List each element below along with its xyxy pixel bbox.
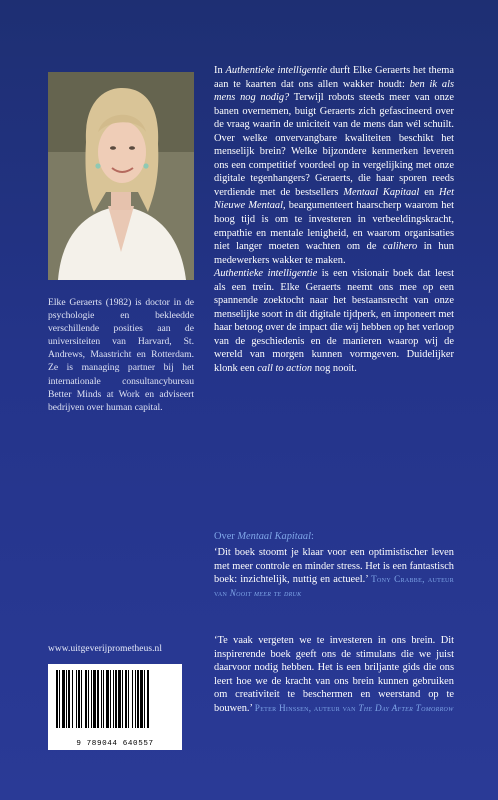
barcode-bar bbox=[122, 670, 123, 728]
barcode-bar bbox=[144, 670, 145, 728]
barcode-bar bbox=[62, 670, 65, 728]
barcode-bar bbox=[72, 670, 73, 728]
barcode-bar bbox=[93, 670, 96, 728]
barcode-bar bbox=[137, 670, 139, 728]
blurb-paragraph-1: In Authentieke intelligentie durft Elke Geraerts het thema aan te kaarten dat ons allen wakker houdt: ben ik als mens nog nodig? Terwijl robots steeds meer van onze banen overnemen, buigt Geraerts zich gefascineerd over de vraag waarin de uniciteit van de mens dan wél schuilt. Over welke onvervangbare kwaliteiten beschikt het menselijk brein? Welke bijzondere kenmerken leveren ons een competitief voordeel op in vergelijking met onze digitale tegenhangers? Geraerts, die haar sporen reeds verdiende met de bestsellers Mentaal Kapitaal en Het Nieuwe Mentaal, beargumenteert haarscherp waarom het hoog tijd is om te investeren in verbeeldingskracht, empathie en mentale lenigheid, en waarom organisaties niet langer moeten wachten om de calihero in hun medewerkers wakker te maken. bbox=[214, 65, 455, 266]
publisher-website: www.uitgeverijprometheus.nl bbox=[48, 644, 163, 654]
barcode-bar bbox=[68, 670, 70, 728]
barcode-bar bbox=[128, 670, 129, 728]
barcode-bar bbox=[132, 670, 133, 728]
barcode-bar bbox=[125, 670, 127, 728]
blurb-paragraph-2: Authentieke intelligentie is een visionair boek dat leest als een trein. Elke Geraerts neemt ons mee op een spannende zoektocht naar het bestaansrecht van onze menselijke soort in dit digitale tijdperk, en imponeert met haar betoog over de impact die wij hebben op het verloop van de geschiedenis en de manieren waarop wij de wereld van morgen kunnen vormgeven. Duidelijker klonk een call to action nog nooit. bbox=[214, 268, 454, 375]
isbn-barcode bbox=[48, 664, 182, 750]
barcode-bar bbox=[85, 670, 87, 728]
barcode-bar bbox=[115, 670, 117, 728]
author-photo bbox=[48, 72, 194, 280]
barcode-bar bbox=[118, 670, 121, 728]
barcode-bar bbox=[66, 670, 67, 728]
barcode-bar bbox=[106, 670, 109, 728]
review-quote-2: ‘Te vaak vergeten we te investeren in ons brein. Dit inspirerende boek geeft ons de stimulans die we juist daarvoor nodig hebben. Het is een briljante gids die ons leert hoe we de kracht van ons brein kunnen gebruiken om creativiteit te beschermen en weerstand op te bouwen.’ Peter Hinssen, auteur van The Day After Tomorrow bbox=[214, 635, 454, 714]
quote-2-attribution: Peter Hinssen, auteur van The Day After Tomorrow bbox=[254, 702, 454, 713]
isbn-number: 9 789044 640557 bbox=[76, 740, 154, 748]
barcode-bar bbox=[113, 670, 114, 728]
barcode-bar bbox=[101, 670, 102, 728]
barcode-bar bbox=[78, 670, 80, 728]
barcode-bar bbox=[59, 670, 60, 728]
barcode-bar bbox=[88, 670, 89, 728]
quotes-heading: Over Mentaal Kapitaal: bbox=[214, 531, 314, 542]
back-cover-blurb bbox=[214, 64, 454, 376]
barcode-bar bbox=[97, 670, 99, 728]
review-quote-1: ‘Dit boek stoomt je klaar voor een optimistischer leven met meer controle en minder stress. Het is een fantastisch boek: inzichtelijk, nuttig en actueel.’ Tony Crabbe, auteur van Nooit meer te druk bbox=[214, 547, 454, 598]
barcode-bar bbox=[135, 670, 136, 728]
barcode-bar bbox=[81, 670, 82, 728]
author-bio: Elke Geraerts (1982) is doctor in de psychologie en bekleedde verschillende posities aan de universiteiten van Harvard, St. Andrews, Maastricht en Rotterdam. Ze is managing partner bij het internationale consultancybureau Better Minds at Work en adviseert bedrijven over human capital. bbox=[48, 297, 194, 413]
barcode-bar bbox=[147, 670, 149, 728]
barcode-bar bbox=[76, 670, 77, 728]
portrait-illustration bbox=[48, 72, 194, 280]
barcode-bar bbox=[110, 670, 111, 728]
barcode-bar bbox=[103, 670, 104, 728]
barcode-bar bbox=[56, 670, 58, 728]
barcode-bar bbox=[140, 670, 143, 728]
barcode-bars bbox=[48, 664, 182, 738]
barcode-bar bbox=[91, 670, 92, 728]
quote-1-attribution: Tony Crabbe, auteur van Nooit meer te druk bbox=[214, 574, 454, 598]
